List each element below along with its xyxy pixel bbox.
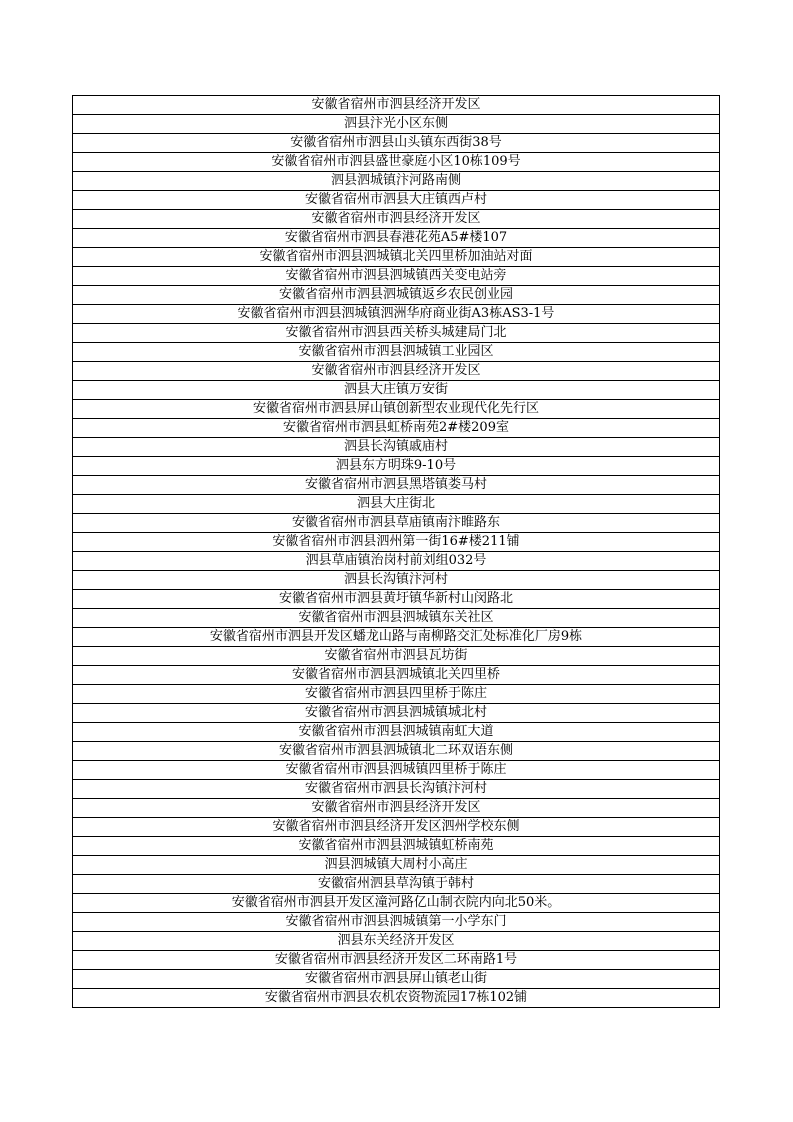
table-row [73, 134, 720, 153]
table-row [73, 476, 720, 495]
table-row [73, 286, 720, 305]
address-cell: 安徽省宿州市泗县大庄镇西卢村 [73, 191, 720, 210]
table-row [73, 324, 720, 343]
address-cell: 安徽省宿州市泗县泗城镇南虹大道 [73, 723, 720, 742]
table-row [73, 533, 720, 552]
address-cell: 安徽省宿州市泗县西关桥头城建局门北 [73, 324, 720, 343]
address-cell: 泗县东方明珠9-10号 [73, 457, 720, 476]
table-row [73, 96, 720, 115]
table-row [73, 343, 720, 362]
address-cell: 安徽省宿州市泗县泗城镇东关社区 [73, 609, 720, 628]
table-row [73, 856, 720, 875]
address-cell: 安徽省宿州市泗县屏山镇老山街 [73, 970, 720, 989]
table-row [73, 248, 720, 267]
table-row [73, 495, 720, 514]
address-cell: 安徽省宿州市泗县长沟镇汴河村 [73, 780, 720, 799]
table-row [73, 970, 720, 989]
table-row [73, 932, 720, 951]
address-cell: 泗县草庙镇治岗村前刘组032号 [73, 552, 720, 571]
table-row [73, 552, 720, 571]
table-row [73, 647, 720, 666]
table-row [73, 666, 720, 685]
table-row [73, 514, 720, 533]
address-cell: 安徽省宿州市泗县盛世豪庭小区10栋109号 [73, 153, 720, 172]
table-row [73, 761, 720, 780]
address-cell: 安徽省宿州市泗县经济开发区泗州学校东侧 [73, 818, 720, 837]
address-cell: 安徽省宿州市泗县泗州第一街16#楼211铺 [73, 533, 720, 552]
address-cell: 安徽省宿州市泗县泗城镇虹桥南苑 [73, 837, 720, 856]
address-cell: 安徽省宿州市泗县瓦坊街 [73, 647, 720, 666]
address-cell: 安徽省宿州市泗县开发区潼河路亿山制衣院内向北50米。 [73, 894, 720, 913]
table-row [73, 875, 720, 894]
address-cell: 安徽省宿州市泗县经济开发区 [73, 96, 720, 115]
table-row [73, 628, 720, 647]
table-row [73, 609, 720, 628]
address-cell: 泗县东关经济开发区 [73, 932, 720, 951]
table-row [73, 780, 720, 799]
table-row [73, 799, 720, 818]
address-table-body [73, 96, 720, 1008]
table-row [73, 381, 720, 400]
address-cell: 泗县汴光小区东侧 [73, 115, 720, 134]
address-cell: 安徽省宿州市泗县泗城镇返乡农民创业园 [73, 286, 720, 305]
address-cell: 泗县大庄街北 [73, 495, 720, 514]
table-row [73, 571, 720, 590]
address-cell: 安徽省宿州市泗县草庙镇南汴睢路东 [73, 514, 720, 533]
table-row [73, 704, 720, 723]
table-row [73, 400, 720, 419]
table-row [73, 153, 720, 172]
address-cell: 安徽省宿州市泗县黑塔镇娄马村 [73, 476, 720, 495]
address-cell: 安徽省宿州市泗县开发区蟠龙山路与南柳路交汇处标准化厂房9栋 [73, 628, 720, 647]
table-row [73, 951, 720, 970]
table-row [73, 742, 720, 761]
address-cell: 安徽省宿州市泗县泗城镇工业园区 [73, 343, 720, 362]
address-table [72, 95, 720, 1008]
address-cell: 安徽省宿州市泗县屏山镇创新型农业现代化先行区 [73, 400, 720, 419]
address-cell: 安徽省宿州市泗县山头镇东西街38号 [73, 134, 720, 153]
address-cell: 安徽省宿州市泗县农机农资物流园17栋102铺 [73, 989, 720, 1008]
address-cell: 安徽省宿州市泗县春港花苑A5#楼107 [73, 229, 720, 248]
address-cell: 泗县泗城镇汴河路南侧 [73, 172, 720, 191]
table-row [73, 837, 720, 856]
table-row [73, 172, 720, 191]
address-cell: 安徽省宿州市泗县四里桥于陈庄 [73, 685, 720, 704]
address-cell: 泗县泗城镇大周村小高庄 [73, 856, 720, 875]
table-row [73, 267, 720, 286]
table-row [73, 685, 720, 704]
address-cell: 安徽省宿州市泗县泗城镇西关变电站旁 [73, 267, 720, 286]
address-cell: 安徽省宿州市泗县泗城镇第一小学东门 [73, 913, 720, 932]
address-cell: 泗县长沟镇戚庙村 [73, 438, 720, 457]
table-row [73, 305, 720, 324]
table-row [73, 989, 720, 1008]
table-row [73, 362, 720, 381]
table-row [73, 438, 720, 457]
address-cell: 安徽省宿州市泗县经济开发区 [73, 362, 720, 381]
address-cell: 安徽省宿州市泗县泗城镇四里桥于陈庄 [73, 761, 720, 780]
address-cell: 泗县长沟镇汴河村 [73, 571, 720, 590]
address-cell: 安徽省宿州市泗县经济开发区 [73, 799, 720, 818]
table-row [73, 894, 720, 913]
address-cell: 安徽省宿州市泗县虹桥南苑2#楼209室 [73, 419, 720, 438]
table-row [73, 723, 720, 742]
table-row [73, 229, 720, 248]
address-cell: 安徽省宿州市泗县泗城镇北关四里桥加油站对面 [73, 248, 720, 267]
table-row [73, 590, 720, 609]
address-cell: 安徽省宿州市泗县泗城镇城北村 [73, 704, 720, 723]
address-cell: 安徽省宿州市泗县黄圩镇华新村山闵路北 [73, 590, 720, 609]
table-row [73, 210, 720, 229]
table-row [73, 457, 720, 476]
address-cell: 安徽省宿州市泗县泗城镇北关四里桥 [73, 666, 720, 685]
address-cell: 安徽省宿州市泗县经济开发区 [73, 210, 720, 229]
table-row [73, 913, 720, 932]
address-sheet [72, 95, 720, 1008]
address-cell: 安徽宿州泗县草沟镇于韩村 [73, 875, 720, 894]
table-row [73, 419, 720, 438]
address-cell: 安徽省宿州市泗县泗城镇泗洲华府商业街A3栋AS3-1号 [73, 305, 720, 324]
address-cell: 安徽省宿州市泗县经济开发区二环南路1号 [73, 951, 720, 970]
address-cell: 泗县大庄镇万安街 [73, 381, 720, 400]
address-cell: 安徽省宿州市泗县泗城镇北二环双语东侧 [73, 742, 720, 761]
table-row [73, 191, 720, 210]
table-row [73, 818, 720, 837]
table-row [73, 115, 720, 134]
